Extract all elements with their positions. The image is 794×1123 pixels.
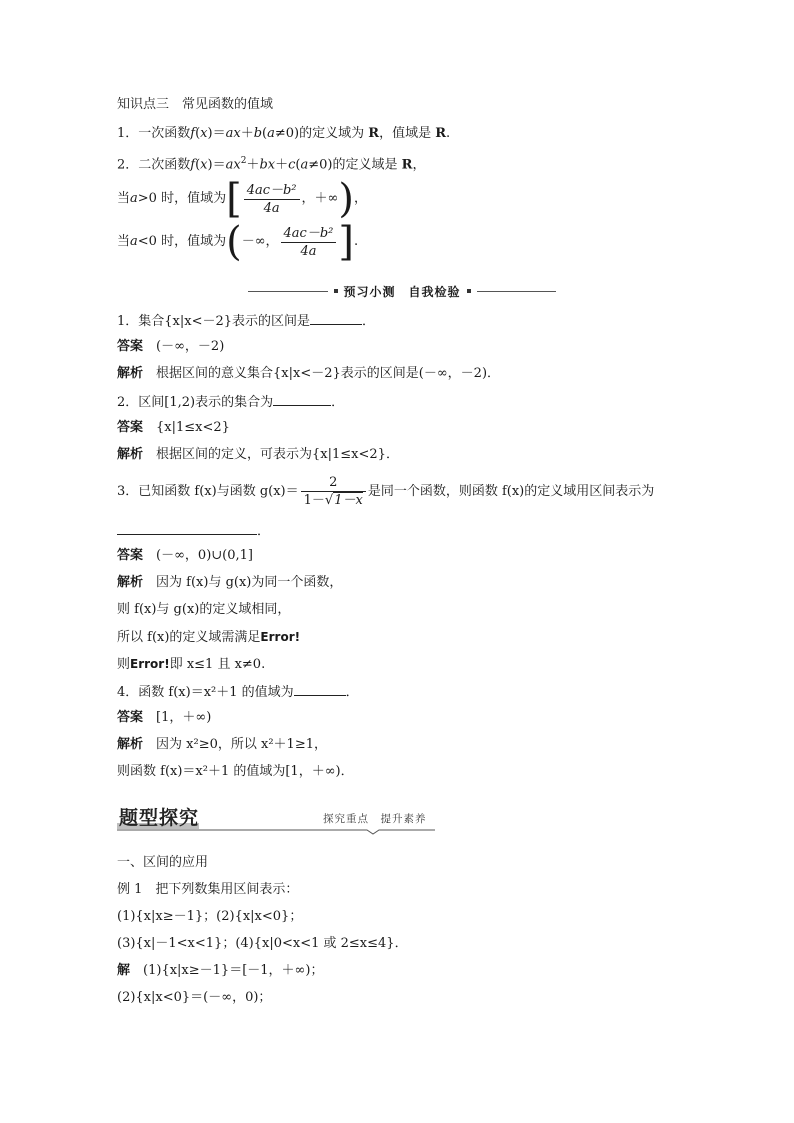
q4-answer: 答案 [1，＋∞) (117, 710, 212, 725)
left-paren: ( (226, 219, 242, 265)
q3-analysis-1: 解析 因为 f(x)与 g(x)为同一个函数， (117, 575, 343, 590)
kp3-line1: 1．一次函数f(x)＝ax＋b(a≠0)的定义域为 R，值域是 R. (117, 126, 451, 141)
kp3-case-negative: 当 a <0 时，值域为 ( －∞， $\frac{\text{4ac－b²}}{4a}$ ] . (117, 219, 359, 265)
q1-stem: 1．集合{x|x<－2}表示的区间是 ． (117, 314, 376, 329)
q2-analysis: 解析 根据区间的定义，可表示为{x|1≤x<2}． (117, 447, 399, 462)
banner-subtitle: 探究重点 提升素养 (323, 813, 427, 825)
q4-analysis-1: 解析 因为 x²≥0，所以 x²＋1≥1， (117, 737, 327, 752)
section-title: 预习小测 自我检验 (343, 284, 461, 299)
kp3-case-positive: 当 a >0 时，值域为 [ $\frac{\text{4ac－b²}}{4a}$ ，＋∞ ) ， (117, 176, 367, 222)
banner-underline (117, 827, 435, 835)
q3-blank: ． (117, 522, 270, 540)
section-banner (117, 801, 435, 831)
q3-analysis-3: 所以 f(x)的定义域需满足Error! (117, 630, 301, 645)
q2-stem: 2．区间[1,2)表示的集合为 ． (117, 395, 345, 410)
banner-title: 题型探究 (119, 807, 200, 829)
example-1-line2: (3){x|－1<x<1}；(4){x|0<x<1 或 2≤x≤4}． (117, 936, 408, 951)
q1-analysis: 解析 根据区间的意义集合{x|x<－2}表示的区间是(－∞，－2)． (117, 366, 501, 381)
range-fraction: $\frac{\text{4ac－b²}}{4a}$ (244, 183, 300, 216)
kp3-heading: 知识点三 常见函数的值域 (117, 97, 274, 112)
q3-stem: 3．已知函数 f(x)与函数 g(x)＝ $\frac{2}{1-√1-x}$ 是同一个函数，则函数 f(x)的定义域用区间表示为 (117, 475, 655, 508)
right-bracket: ] (338, 219, 354, 265)
q2-answer: 答案 {x|1≤x<2} (117, 420, 230, 435)
solution-line2: (2){x|x<0}＝(－∞，0)； (117, 990, 272, 1005)
q3-fraction: $\frac{2}{1-√1-x}$ (301, 475, 366, 508)
q1-answer: 答案 (－∞，－2) (117, 339, 225, 354)
q3-analysis-2: 则 f(x)与 g(x)的定义域相同， (117, 602, 291, 617)
q3-analysis-4: 则Error!即 x≤1 且 x≠0. (117, 657, 266, 672)
q4-analysis-2: 则函数 f(x)＝x²＋1 的值域为[1，＋∞)． (117, 764, 354, 779)
range-fraction-2: $\frac{\text{4ac－b²}}{4a}$ (281, 226, 337, 259)
right-paren: ) (338, 176, 354, 222)
kp3-line2: 2．二次函数$f(x)=ax^2+bx+c(a\ne 0)$的定义域是 R， (117, 156, 426, 173)
q4-stem: 4．函数 f(x)＝x²＋1 的值域为 ． (117, 685, 359, 700)
solution-line1: 解 (1){x|x≥－1}＝[－1，＋∞)； (117, 963, 324, 978)
section-divider (248, 283, 556, 299)
part1-heading: 一、区间的应用 (117, 855, 209, 870)
left-bracket: [ (226, 176, 242, 222)
example-1-stem: 例 1 把下列数集用区间表示： (117, 882, 299, 897)
example-1-line1: (1){x|x≥－1}；(2){x|x<0}； (117, 909, 303, 924)
q3-answer: 答案 (－∞，0)∪(0,1] (117, 548, 253, 563)
